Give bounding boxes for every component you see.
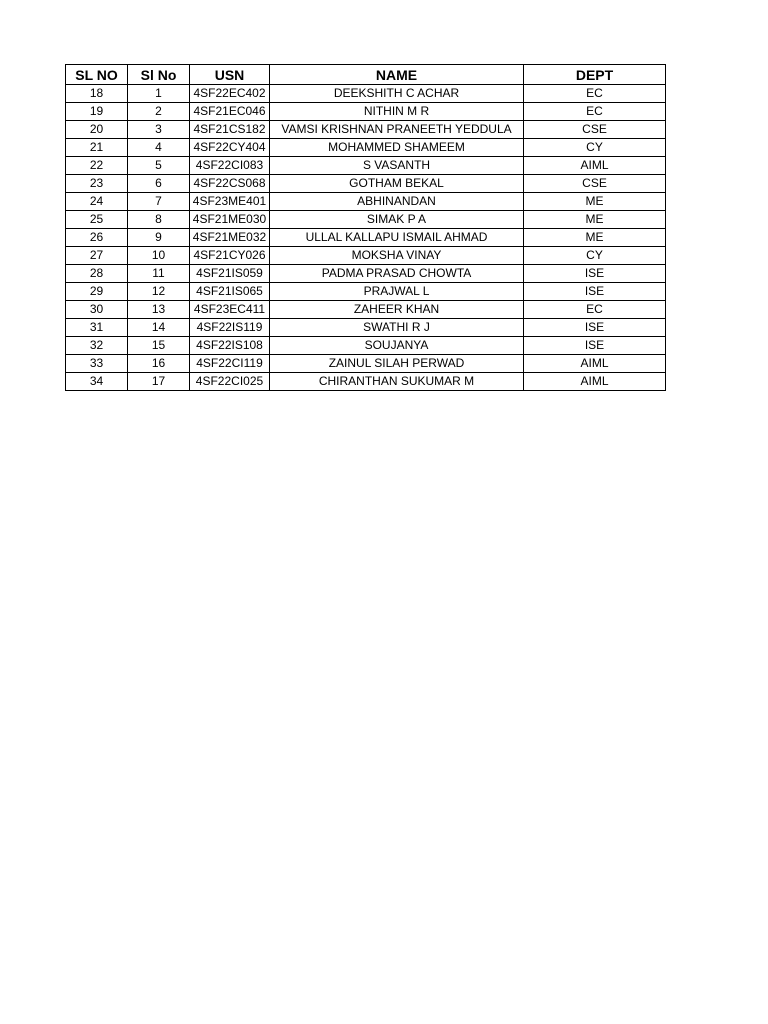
cell-usn: 4SF22CY404 (190, 139, 270, 157)
table-row (66, 139, 666, 157)
cell-sl-no-local: 12 (128, 283, 190, 301)
cell-dept: ISE (524, 283, 666, 301)
cell-usn: 4SF22EC402 (190, 85, 270, 103)
header-sl-no-local: Sl No (128, 65, 190, 85)
table-row (66, 229, 666, 247)
cell-usn: 4SF21CS182 (190, 121, 270, 139)
cell-name: ABHINANDAN (270, 193, 524, 211)
header-name: NAME (270, 65, 524, 85)
cell-sl-no-local: 1 (128, 85, 190, 103)
table-row (66, 319, 666, 337)
student-list-sheet (65, 64, 666, 391)
cell-sl-no: 21 (66, 139, 128, 157)
cell-sl-no: 34 (66, 373, 128, 391)
cell-sl-no-local: 7 (128, 193, 190, 211)
cell-name: GOTHAM BEKAL (270, 175, 524, 193)
cell-dept: ISE (524, 337, 666, 355)
cell-sl-no-local: 4 (128, 139, 190, 157)
table-row (66, 85, 666, 103)
cell-usn: 4SF21CY026 (190, 247, 270, 265)
header-usn: USN (190, 65, 270, 85)
cell-sl-no-local: 9 (128, 229, 190, 247)
cell-dept: EC (524, 103, 666, 121)
table-row (66, 211, 666, 229)
cell-dept: CY (524, 139, 666, 157)
cell-dept: CSE (524, 121, 666, 139)
cell-sl-no: 26 (66, 229, 128, 247)
cell-sl-no: 32 (66, 337, 128, 355)
cell-name: PADMA PRASAD CHOWTA (270, 265, 524, 283)
cell-sl-no: 23 (66, 175, 128, 193)
cell-name: VAMSI KRISHNAN PRANEETH YEDDULA (270, 121, 524, 139)
cell-sl-no: 20 (66, 121, 128, 139)
cell-name: ULLAL KALLAPU ISMAIL AHMAD (270, 229, 524, 247)
cell-usn: 4SF22CS068 (190, 175, 270, 193)
cell-dept: ISE (524, 319, 666, 337)
cell-dept: ISE (524, 265, 666, 283)
table-row (66, 301, 666, 319)
cell-dept: AIML (524, 355, 666, 373)
cell-usn: 4SF22CI083 (190, 157, 270, 175)
cell-usn: 4SF21IS065 (190, 283, 270, 301)
cell-sl-no: 18 (66, 85, 128, 103)
table-row (66, 175, 666, 193)
table-row (66, 103, 666, 121)
cell-usn: 4SF21ME030 (190, 211, 270, 229)
table-row (66, 373, 666, 391)
cell-sl-no-local: 15 (128, 337, 190, 355)
cell-sl-no-local: 14 (128, 319, 190, 337)
cell-usn: 4SF21EC046 (190, 103, 270, 121)
header-dept: DEPT (524, 65, 666, 85)
cell-sl-no-local: 8 (128, 211, 190, 229)
table-row (66, 265, 666, 283)
cell-usn: 4SF21IS059 (190, 265, 270, 283)
cell-dept: CY (524, 247, 666, 265)
cell-sl-no-local: 16 (128, 355, 190, 373)
cell-dept: ME (524, 193, 666, 211)
table-row (66, 121, 666, 139)
table-row (66, 355, 666, 373)
cell-usn: 4SF22IS108 (190, 337, 270, 355)
cell-usn: 4SF22CI119 (190, 355, 270, 373)
cell-name: SOUJANYA (270, 337, 524, 355)
cell-sl-no: 25 (66, 211, 128, 229)
cell-sl-no: 29 (66, 283, 128, 301)
cell-dept: EC (524, 301, 666, 319)
cell-sl-no-local: 13 (128, 301, 190, 319)
cell-dept: ME (524, 211, 666, 229)
cell-usn: 4SF22IS119 (190, 319, 270, 337)
cell-sl-no: 33 (66, 355, 128, 373)
cell-usn: 4SF21ME032 (190, 229, 270, 247)
table-body (66, 85, 666, 391)
cell-sl-no-local: 5 (128, 157, 190, 175)
table-row (66, 337, 666, 355)
cell-dept: AIML (524, 373, 666, 391)
cell-sl-no-local: 11 (128, 265, 190, 283)
cell-name: SWATHI R J (270, 319, 524, 337)
cell-sl-no-local: 10 (128, 247, 190, 265)
table-row (66, 247, 666, 265)
cell-name: PRAJWAL L (270, 283, 524, 301)
cell-name: ZAINUL SILAH PERWAD (270, 355, 524, 373)
student-table (65, 64, 666, 391)
cell-sl-no: 28 (66, 265, 128, 283)
cell-sl-no: 24 (66, 193, 128, 211)
table-row (66, 193, 666, 211)
cell-name: NITHIN M R (270, 103, 524, 121)
cell-usn: 4SF23EC411 (190, 301, 270, 319)
cell-sl-no-local: 2 (128, 103, 190, 121)
cell-usn: 4SF22CI025 (190, 373, 270, 391)
header-row (66, 65, 666, 85)
cell-name: S VASANTH (270, 157, 524, 175)
cell-sl-no: 30 (66, 301, 128, 319)
cell-name: MOKSHA VINAY (270, 247, 524, 265)
cell-name: CHIRANTHAN SUKUMAR M (270, 373, 524, 391)
header-sl-no: SL NO (66, 65, 128, 85)
cell-usn: 4SF23ME401 (190, 193, 270, 211)
cell-dept: EC (524, 85, 666, 103)
table-row (66, 283, 666, 301)
cell-name: SIMAK P A (270, 211, 524, 229)
cell-sl-no: 19 (66, 103, 128, 121)
cell-dept: AIML (524, 157, 666, 175)
cell-sl-no-local: 3 (128, 121, 190, 139)
cell-name: MOHAMMED SHAMEEM (270, 139, 524, 157)
cell-dept: CSE (524, 175, 666, 193)
cell-name: ZAHEER KHAN (270, 301, 524, 319)
cell-sl-no-local: 17 (128, 373, 190, 391)
cell-dept: ME (524, 229, 666, 247)
table-row (66, 157, 666, 175)
cell-sl-no-local: 6 (128, 175, 190, 193)
cell-sl-no: 27 (66, 247, 128, 265)
cell-sl-no: 31 (66, 319, 128, 337)
cell-name: DEEKSHITH C ACHAR (270, 85, 524, 103)
cell-sl-no: 22 (66, 157, 128, 175)
